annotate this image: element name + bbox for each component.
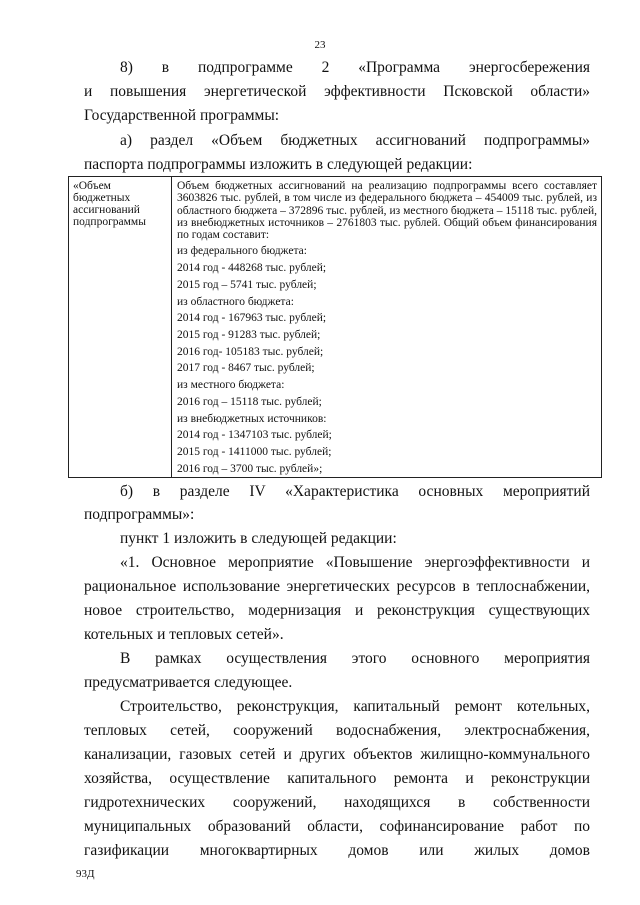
item-b-line-3: пункт 1 изложить в следующей редакции:	[120, 530, 397, 547]
construction-line-4: хозяйства, осуществление капитального ремонта и реконструкции	[84, 770, 590, 787]
budget-summary: Объем бюджетных ассигнований на реализацию подпрограммы всего составляет 3603826 тыс. рублей, в том числе из федерального бюджета – 454009 тыс. рублей, из областного бюджета – 372896 тыс. рублей, из местного бюджета – 15118 тыс. рублей, из внебюджетных источников – 2761803 тыс. рублей. Общий объем финансирования по годам составит:	[177, 180, 597, 242]
measure-line-3: новое строительство, модернизация и реконструкция существующих	[84, 602, 590, 619]
intro-line-1: 8) в подпрограмме 2 «Программа энергосбережения	[120, 59, 590, 76]
budget-line: 2015 год - 1411000 тыс. рублей;	[177, 445, 332, 458]
budget-line: 2017 год - 8467 тыс. рублей;	[177, 362, 315, 375]
measure-line-1: «1. Основное мероприятие «Повышение энергоэффективности и	[120, 554, 590, 571]
measure-line-4: котельных и тепловых сетей».	[84, 626, 284, 643]
construction-line-7: газификации многоквартирных домов или жилых домов	[84, 842, 590, 859]
construction-line-3: канализации, газовых сетей и других объектов жилищно-коммунального	[84, 746, 590, 763]
document-code: 93Д	[76, 868, 95, 880]
framework-line-2: предусматривается следующее.	[84, 674, 293, 691]
budget-line: 2016 год – 15118 тыс. рублей;	[177, 395, 322, 408]
budget-line: 2016 год- 105183 тыс. рублей;	[177, 345, 324, 358]
intro-line-2: и повышения энергетической эффективности Псковской области»	[84, 83, 590, 100]
table-divider	[171, 177, 172, 477]
budget-line: 2015 год – 5741 тыс. рублей;	[177, 278, 317, 291]
budget-line: 2016 год – 3700 тыс. рублей»;	[177, 462, 323, 475]
item-b-line-2: подпрограммы»:	[84, 506, 195, 523]
budget-line: 2014 год - 1347103 тыс. рублей;	[177, 429, 332, 442]
budget-table	[68, 176, 602, 478]
intro-line-3: Государственной программы:	[84, 107, 280, 124]
budget-line: из местного бюджета:	[177, 379, 285, 392]
construction-line-5: гидротехнических сооружений, находящихся в собственности	[84, 794, 590, 811]
budget-line: 2014 год - 448268 тыс. рублей;	[177, 262, 327, 275]
item-a-line-2: паспорта подпрограммы изложить в следующей редакции:	[84, 156, 473, 173]
budget-line: 2015 год - 91283 тыс. рублей;	[177, 329, 321, 341]
budget-line: из внебюджетных источников:	[177, 412, 327, 425]
budget-lines	[177, 243, 597, 477]
table-right-cell	[177, 180, 597, 477]
table-left-cell: «Объем бюджетных ассигнований подпрограммы	[73, 180, 146, 228]
measure-line-2: рациональное использование энергетических ресурсов в теплоснабжении,	[84, 578, 590, 595]
budget-line: из федерального бюджета:	[177, 245, 307, 258]
item-b-line-1: б) в разделе IV «Характеристика основных мероприятий	[120, 483, 590, 500]
budget-line: из областного бюджета:	[177, 295, 294, 308]
construction-line-6: муниципальных образований области, софинансирование работ по	[84, 818, 590, 835]
page-number: 23	[314, 39, 326, 51]
construction-line-1: Строительство, реконструкция, капитальный ремонт котельных,	[120, 698, 590, 715]
framework-line-1: В рамках осуществления этого основного мероприятия	[120, 650, 590, 667]
construction-line-2: тепловых сетей, сооружений водоснабжения, электроснабжения,	[84, 722, 590, 739]
item-a-line-1: а) раздел «Объем бюджетных ассигнований подпрограммы»	[120, 132, 590, 149]
budget-line: 2014 год - 167963 тыс. рублей;	[177, 312, 327, 325]
